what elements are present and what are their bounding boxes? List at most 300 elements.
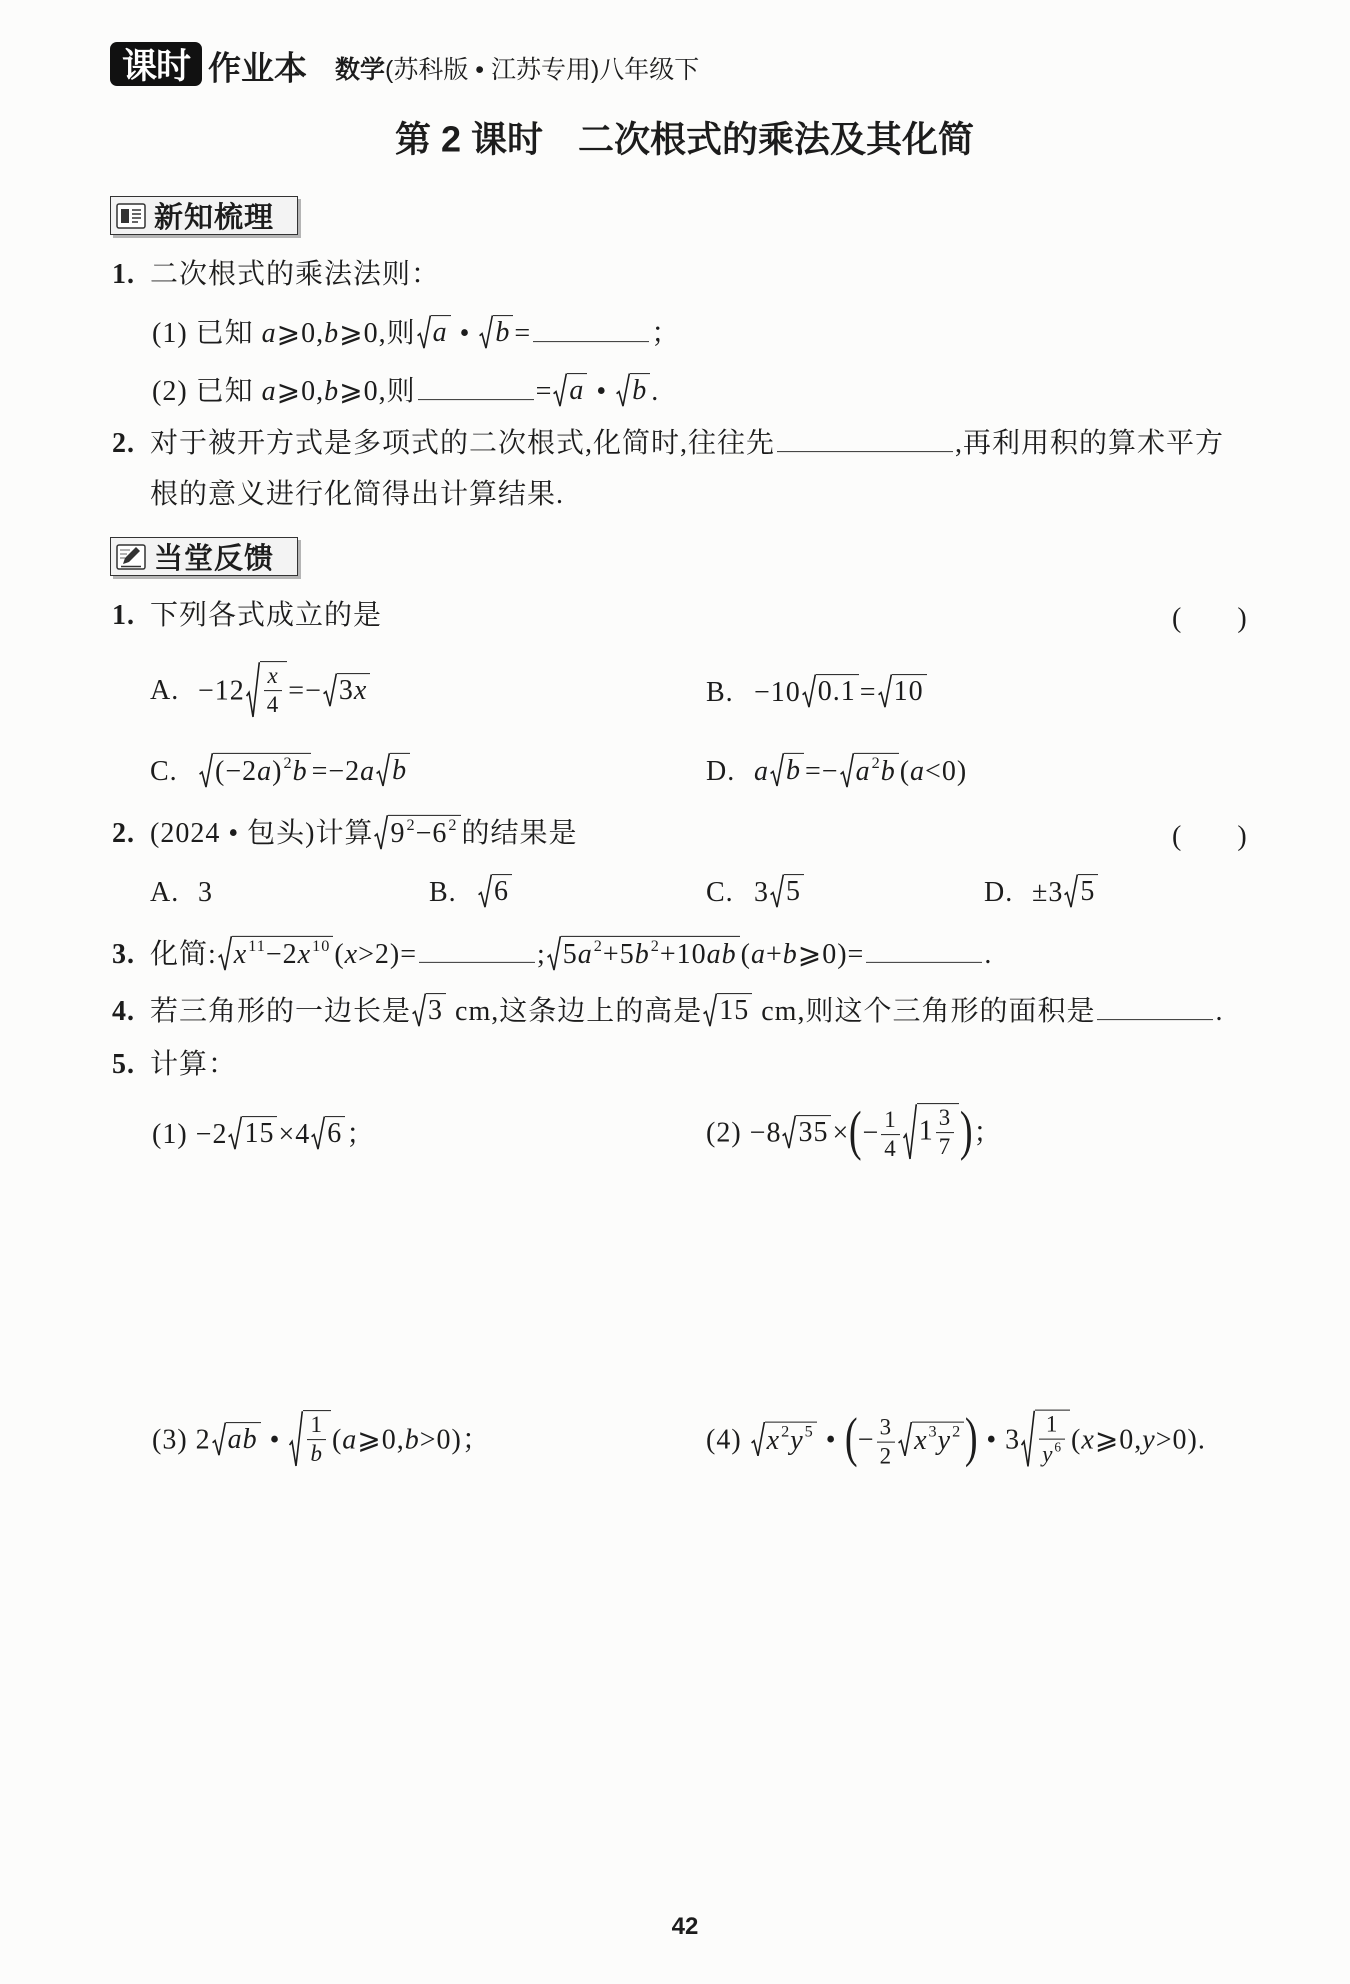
radicand — [1035, 1410, 1070, 1469]
denominator — [1039, 1440, 1065, 1468]
text-run: ； — [973, 1117, 1003, 1149]
math-variable: y — [937, 1424, 952, 1456]
text-run: = — [535, 376, 553, 408]
option-a — [150, 664, 371, 722]
superscript: 2 — [448, 815, 458, 834]
text-run: 的结果是 — [461, 817, 578, 849]
review-question-2-line-2 — [150, 476, 564, 514]
math-variable: x — [344, 938, 359, 970]
text-run: 1 — [310, 1412, 323, 1438]
square-root — [770, 753, 804, 787]
superscript: 2 — [952, 1422, 962, 1441]
math-variable: y — [1042, 1441, 1054, 1467]
math-variable: b — [404, 1424, 420, 1456]
square-root — [412, 994, 446, 1028]
text-run: 5 — [786, 876, 801, 908]
radical-sign-icon — [412, 994, 426, 1028]
option-label: D. — [984, 877, 1014, 909]
radical-sign-icon — [903, 1103, 917, 1161]
radical-sign-icon — [228, 1117, 242, 1151]
square-root — [323, 673, 370, 707]
square-root — [212, 1422, 261, 1456]
text-run: >0). — [1155, 1424, 1206, 1456]
text-run: ⩾0, — [1094, 1424, 1143, 1456]
text-run: ,再利用积的算术平方 — [955, 428, 1225, 460]
text-run: 0.1 — [817, 676, 856, 708]
option-d — [984, 874, 1099, 912]
radicand — [765, 1421, 817, 1456]
section-heading-feedback — [110, 537, 298, 576]
math-variable: x — [766, 1424, 781, 1456]
lesson-topic: 二次根式的乘法及其化简 — [578, 118, 975, 160]
option-label: B. — [706, 677, 734, 709]
text-run: ×4 — [278, 1119, 311, 1151]
math-variable: b — [782, 938, 798, 970]
radicand — [431, 316, 451, 350]
square-root — [1064, 875, 1098, 909]
text-run: 6 — [494, 876, 509, 908]
square-root — [1021, 1410, 1070, 1469]
text-run: =− — [288, 675, 322, 707]
radicand — [426, 994, 446, 1028]
square-root — [246, 661, 287, 719]
text-run: −6 — [415, 817, 448, 849]
section-title: 当堂反馈 — [154, 543, 275, 575]
text-run: ⩾0)= — [797, 938, 865, 970]
radicand — [854, 753, 899, 788]
math-variable: a — [257, 755, 273, 787]
text-run: × — [832, 1117, 850, 1149]
logo-text: 课时 — [121, 47, 190, 86]
text-run: (3) 2 — [152, 1424, 211, 1456]
math-variable: b — [786, 755, 801, 787]
large-parenthesis: ) — [960, 1099, 974, 1161]
option-c — [150, 753, 411, 791]
numerator — [936, 1105, 954, 1133]
text-run: ⩾0,则 — [339, 376, 416, 408]
math-variable: a — [754, 755, 769, 787]
radicand — [561, 936, 740, 971]
radical-sign-icon — [770, 753, 784, 787]
section-heading-review — [110, 196, 298, 235]
text-run: −10 — [754, 677, 801, 709]
math-variable: x — [1081, 1424, 1095, 1456]
denominator — [877, 1443, 895, 1470]
option-d — [706, 753, 967, 791]
radicand — [260, 661, 287, 719]
text-run: 对于被开方式是多项式的二次根式,化简时,往往先 — [150, 428, 776, 460]
radical-sign-icon — [802, 675, 816, 709]
superscript: 10 — [312, 936, 331, 955]
text-run: + — [765, 938, 783, 970]
text-run: 下列各式成立的是 — [150, 600, 383, 632]
radicand — [717, 994, 752, 1028]
radical-sign-icon — [703, 994, 717, 1028]
question-number: 2. — [112, 428, 135, 460]
radical-sign-icon — [751, 1421, 765, 1456]
square-root — [376, 753, 410, 787]
option-c — [706, 874, 805, 912]
text-run: 3 — [428, 995, 444, 1027]
radicand — [892, 675, 927, 709]
radicand — [630, 374, 650, 408]
text-run: 6 — [327, 1118, 343, 1150]
text-run: (−2 — [215, 755, 258, 787]
section-title: 新知梳理 — [154, 202, 275, 234]
text-run: • — [261, 1424, 289, 1456]
text-run: =− — [805, 755, 839, 787]
math-variable: a — [855, 755, 871, 787]
text-run: − — [857, 1424, 875, 1456]
square-root — [479, 316, 513, 350]
superscript: 2 — [593, 936, 603, 955]
question-5-part-4 — [706, 1406, 1206, 1472]
math-variable: b — [495, 317, 511, 349]
radical-sign-icon — [479, 316, 493, 350]
text-run: +5 — [602, 938, 635, 970]
text-run: ( — [740, 938, 751, 970]
math-variable: x — [267, 663, 279, 689]
radicand — [1078, 875, 1098, 909]
option-b — [706, 674, 928, 712]
text-run: • — [817, 1424, 845, 1456]
text-run: • 3 — [978, 1424, 1021, 1456]
text-run: ) — [272, 755, 283, 787]
text-run: (4) — [706, 1424, 750, 1456]
question-5-part-3 — [152, 1413, 491, 1471]
text-run: >2)= — [358, 938, 417, 970]
question-number: 1. — [112, 259, 135, 291]
text-run: ⩾0, — [276, 376, 325, 408]
radical-sign-icon — [1021, 1410, 1035, 1469]
answer-blank — [419, 937, 535, 963]
radical-sign-icon — [1064, 875, 1078, 909]
text-run: . — [1215, 996, 1224, 1028]
square-root — [616, 374, 650, 408]
text-run: 二次根式的乘法法则： — [150, 259, 441, 291]
option-a — [150, 874, 213, 912]
text-run: 1 — [1045, 1411, 1059, 1437]
square-root — [228, 1117, 277, 1151]
answer-bracket: ( ) — [1172, 821, 1247, 852]
answer-blank — [418, 374, 534, 400]
text-run: (1) 已知 — [152, 318, 262, 350]
text-run: 15 — [244, 1118, 275, 1150]
radicand — [390, 753, 410, 787]
radicand — [226, 1422, 261, 1456]
math-variable: x — [297, 938, 312, 970]
text-run: • — [588, 376, 616, 408]
radicand — [816, 675, 859, 709]
text-run: 3 — [198, 877, 213, 909]
review-question-1-part-1 — [152, 315, 680, 353]
text-run: (1) −2 — [152, 1119, 228, 1151]
math-variable: a — [432, 317, 448, 349]
square-root — [417, 316, 451, 350]
text-run: −2 — [265, 938, 298, 970]
radical-sign-icon — [547, 936, 561, 971]
text-run: . — [651, 376, 660, 408]
square-root — [547, 936, 740, 971]
text-run: ( — [331, 1424, 343, 1456]
square-root — [782, 1115, 831, 1149]
math-variable: ab — [227, 1423, 258, 1455]
text-run: 15 — [719, 995, 750, 1027]
math-variable: a — [569, 375, 585, 407]
math-variable: ab — [706, 938, 737, 970]
text-run: 1 — [918, 1115, 934, 1147]
radical-sign-icon — [289, 1410, 303, 1468]
fraction — [936, 1105, 954, 1161]
text-run: 3 — [754, 877, 769, 909]
large-parenthesis: ( — [844, 1406, 858, 1468]
superscript: 2 — [781, 1422, 791, 1441]
text-run: 3 — [938, 1105, 952, 1131]
radicand — [784, 875, 804, 909]
square-root — [751, 1421, 817, 1456]
math-variable: a — [342, 1424, 358, 1456]
question-number: 1. — [112, 600, 135, 632]
text-run: 7 — [938, 1134, 952, 1160]
radicand — [232, 936, 334, 971]
fraction — [881, 1107, 899, 1163]
radical-sign-icon — [898, 1421, 912, 1456]
math-variable: x — [914, 1424, 928, 1456]
math-variable: b — [392, 755, 408, 787]
numerator — [881, 1107, 899, 1135]
radical-sign-icon — [246, 661, 260, 719]
review-question-2-line-1 — [112, 425, 1224, 463]
text-run: ( — [1071, 1424, 1082, 1456]
text-run: 1 — [884, 1107, 897, 1133]
square-root — [553, 374, 587, 408]
fraction — [307, 1412, 325, 1468]
feedback-question-4 — [112, 993, 1223, 1031]
radicand — [242, 1117, 277, 1151]
page-title — [395, 112, 974, 163]
superscript: 2 — [871, 753, 881, 772]
text-run: • — [451, 318, 479, 350]
superscript: 2 — [283, 753, 293, 772]
square-root — [802, 675, 859, 709]
text-run: <0) — [925, 755, 968, 787]
radical-sign-icon — [376, 753, 390, 787]
text-run: 3 — [879, 1414, 893, 1440]
option-label: B. — [429, 877, 457, 909]
math-variable: b — [634, 938, 650, 970]
text-run: >0)； — [419, 1424, 491, 1456]
text-run: 4 — [884, 1136, 897, 1162]
radical-sign-icon — [374, 815, 388, 850]
text-run: 化简: — [150, 938, 217, 970]
text-run: ⩾0,则 — [339, 318, 416, 350]
feedback-question-3 — [112, 936, 992, 974]
radical-sign-icon — [218, 936, 232, 971]
text-run: 根的意义进行化简得出计算结果. — [150, 479, 565, 511]
text-run: 5 — [562, 938, 578, 970]
text-run: (2024 • 包头)计算 — [150, 817, 374, 849]
superscript: 11 — [248, 936, 266, 955]
answer-blank — [777, 426, 953, 452]
brand-name: 作业本 — [208, 49, 307, 87]
math-variable: b — [632, 375, 648, 407]
subject-line — [335, 50, 699, 86]
text-run: (2) 已知 — [152, 376, 262, 408]
text-run: 35 — [798, 1116, 829, 1148]
text-run: ； — [651, 318, 681, 350]
text-run: cm,则这个三角形的面积是 — [753, 996, 1096, 1028]
question-5-part-1 — [152, 1116, 375, 1154]
large-parenthesis: ) — [965, 1406, 979, 1468]
math-variable: b — [324, 318, 340, 350]
text-run: 10 — [893, 676, 924, 708]
square-root — [199, 753, 311, 788]
text-run: 3 — [338, 674, 354, 706]
superscript: 2 — [650, 936, 660, 955]
subject-name: 数学 — [335, 56, 386, 84]
radical-sign-icon — [770, 875, 784, 909]
numerator — [1039, 1412, 1065, 1440]
text-run: . — [984, 938, 993, 970]
denominator — [307, 1441, 325, 1468]
text-run: − — [862, 1117, 880, 1149]
keshi-logo — [110, 42, 202, 86]
radical-sign-icon — [553, 374, 567, 408]
text-run: ; — [537, 938, 546, 970]
text-run: ⩾0, — [357, 1424, 405, 1456]
text-run: ( — [334, 938, 345, 970]
edition-grade: (苏科版 • 江苏专用)八年级下 — [385, 56, 700, 84]
feedback-question-1 — [112, 597, 382, 635]
option-label: A. — [150, 877, 180, 909]
page-number: 42 — [671, 1913, 699, 1940]
radicand — [912, 1421, 964, 1456]
math-variable: x — [233, 938, 248, 970]
math-variable: y — [1142, 1424, 1156, 1456]
denominator — [936, 1134, 954, 1161]
superscript: 6 — [1054, 1440, 1063, 1456]
option-label: D. — [706, 755, 736, 787]
option-label: A. — [150, 675, 180, 707]
math-variable: b — [324, 376, 340, 408]
square-root — [311, 1117, 345, 1151]
book-icon — [116, 203, 146, 229]
text-run: = — [514, 318, 532, 350]
question-number: 2. — [112, 817, 135, 849]
fraction — [1039, 1412, 1065, 1469]
math-variable: a — [750, 938, 766, 970]
radicand — [796, 1115, 831, 1149]
answer-blank — [1097, 994, 1213, 1020]
option-label: C. — [706, 877, 734, 909]
radicand — [213, 753, 311, 788]
radical-sign-icon — [840, 753, 854, 788]
large-parenthesis: ( — [849, 1099, 863, 1161]
option-label: C. — [150, 755, 178, 787]
square-root — [878, 675, 927, 709]
square-root — [903, 1103, 959, 1161]
review-question-1 — [112, 256, 440, 294]
math-variable: b — [880, 755, 896, 787]
answer-bracket: ( ) — [1172, 603, 1247, 634]
radicand — [917, 1103, 959, 1161]
pencil-note-icon — [116, 544, 146, 570]
numerator — [264, 663, 282, 691]
square-root — [770, 875, 804, 909]
text-run: ； — [346, 1119, 376, 1151]
math-variable: y — [790, 1424, 804, 1456]
square-root — [703, 994, 752, 1028]
question-number: 4. — [112, 996, 135, 1028]
math-variable: a — [261, 376, 277, 408]
text-run: ⩾0, — [276, 318, 325, 350]
radical-sign-icon — [212, 1422, 226, 1456]
text-run: 4 — [266, 692, 280, 718]
radicand — [493, 316, 513, 350]
radicand — [567, 374, 587, 408]
math-variable: a — [360, 755, 376, 787]
denominator — [264, 692, 282, 719]
math-variable: x — [353, 674, 368, 706]
answer-blank — [533, 316, 649, 342]
radical-sign-icon — [311, 1117, 325, 1151]
option-b — [429, 874, 513, 912]
text-run: (2) −8 — [706, 1117, 782, 1149]
superscript: 3 — [928, 1422, 938, 1441]
superscript: 2 — [406, 815, 416, 834]
radicand — [325, 1117, 345, 1151]
text-run: 9 — [390, 817, 406, 849]
numerator — [307, 1412, 325, 1440]
radicand — [388, 815, 460, 850]
radical-sign-icon — [199, 753, 213, 788]
square-root — [289, 1410, 330, 1468]
question-number: 5. — [112, 1049, 135, 1081]
square-root — [374, 815, 460, 850]
text-run: −12 — [198, 675, 245, 707]
lesson-number: 第 2 课时 — [395, 118, 544, 160]
radical-sign-icon — [782, 1115, 796, 1149]
radical-sign-icon — [878, 675, 892, 709]
radical-sign-icon — [478, 875, 492, 909]
radical-sign-icon — [616, 374, 630, 408]
radicand — [303, 1410, 330, 1468]
text-run: 5 — [1080, 876, 1096, 908]
math-variable: a — [910, 755, 926, 787]
text-run: = — [859, 677, 877, 709]
text-run: +10 — [659, 938, 707, 970]
fraction — [264, 663, 282, 719]
answer-blank — [866, 937, 982, 963]
question-5-part-2 — [706, 1099, 1003, 1164]
radicand — [784, 753, 804, 787]
fraction — [877, 1414, 895, 1470]
text-run: ( — [899, 755, 911, 787]
denominator — [881, 1136, 899, 1163]
text-run: 2 — [879, 1443, 893, 1469]
radical-sign-icon — [323, 673, 337, 707]
radical-sign-icon — [417, 316, 431, 350]
numerator — [877, 1414, 895, 1442]
question-number: 3. — [112, 938, 135, 970]
square-root — [218, 936, 334, 971]
feedback-question-2 — [112, 815, 578, 853]
square-root — [478, 875, 512, 909]
radicand — [492, 875, 512, 909]
review-question-1-part-2 — [152, 373, 659, 411]
text-run: =−2 — [311, 755, 361, 787]
square-root — [840, 753, 899, 788]
